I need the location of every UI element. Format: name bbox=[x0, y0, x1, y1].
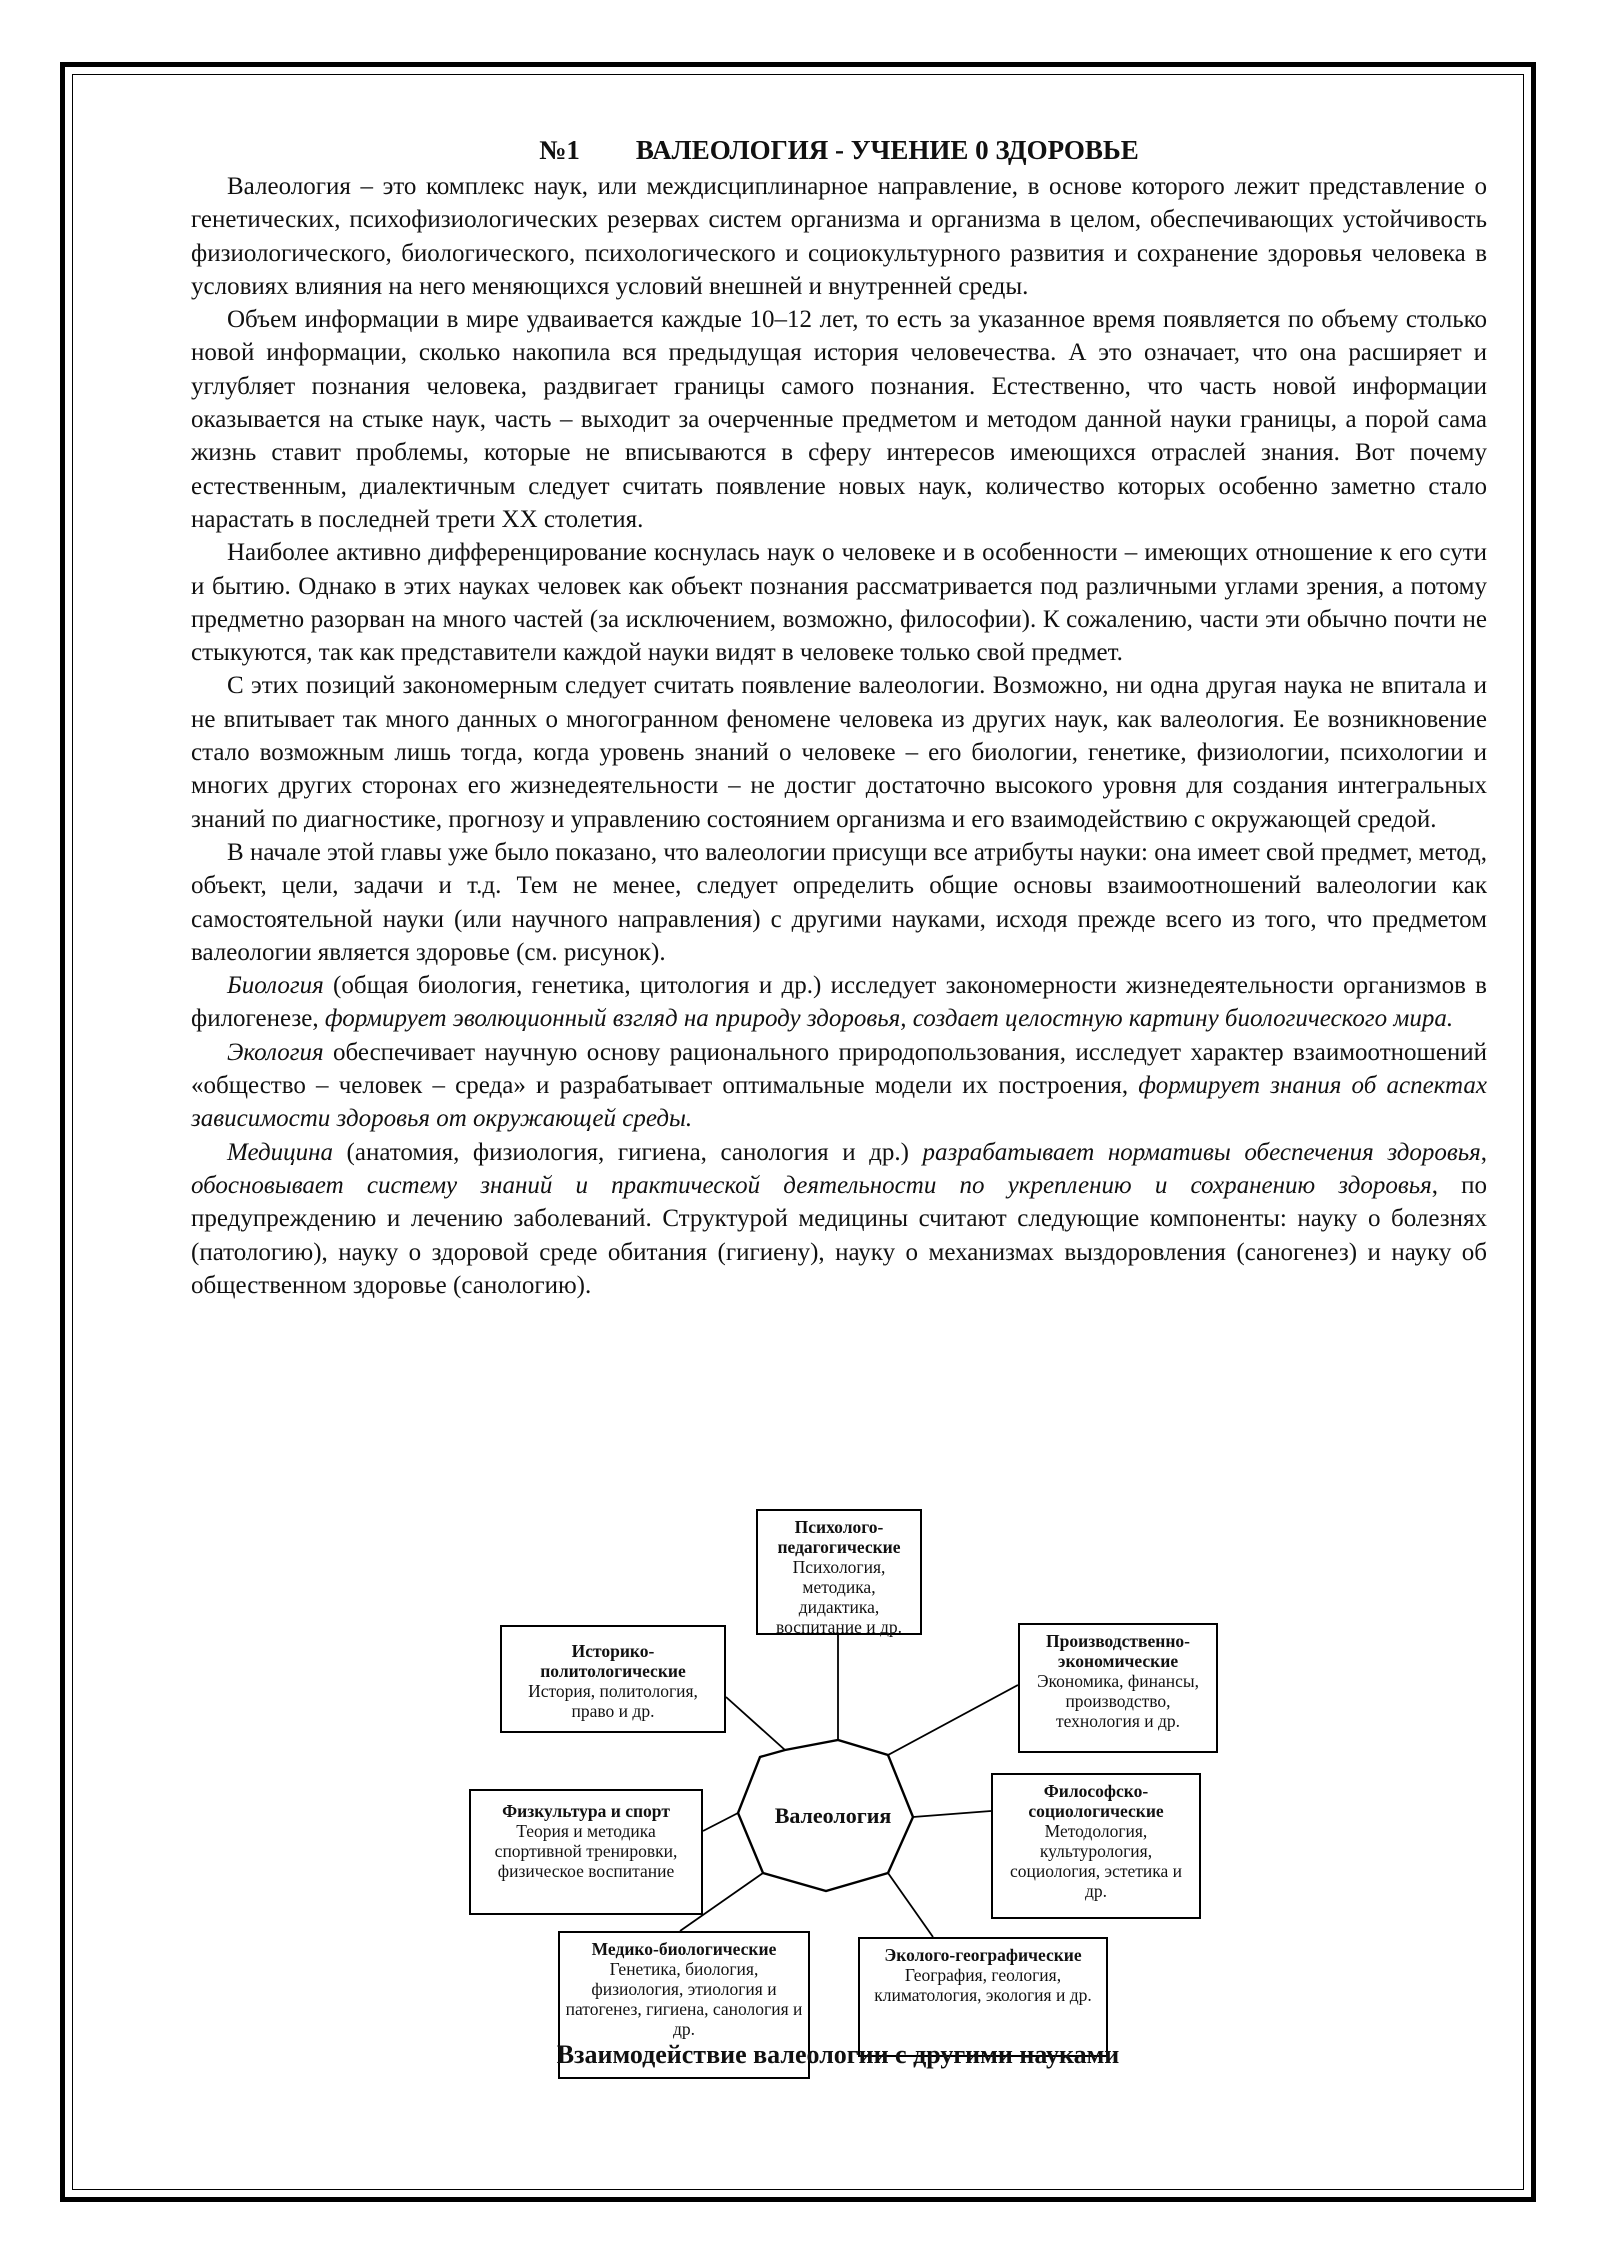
box-med-head: Медико-биологические bbox=[591, 1939, 777, 1959]
connector-phil bbox=[913, 1811, 991, 1817]
document-body bbox=[191, 133, 1487, 1302]
medicine-emphasis-2: обосновывает систему знаний и практической деятельности по укреплению и сохранению здоровья bbox=[191, 1171, 1432, 1199]
box-prod-head: Производственно-экономические bbox=[1046, 1631, 1190, 1671]
box-phil-head: Философско-социологические bbox=[1028, 1781, 1164, 1821]
connector-prod bbox=[888, 1685, 1018, 1755]
paragraph-1: Валеология – это комплекс наук, или междисциплинарное направление, в основе которого лежит представление о генетических, психофизиологических резервах систем организма и организма в целом, обеспечивающих устойчивость физиологического, биологического, психологического и социокультурного развития и сохранение здоровья человека в условиях влияния на него меняющихся условий внешней и внутренней среды. bbox=[191, 173, 1487, 300]
term-ecology: Экология bbox=[227, 1038, 324, 1066]
paragraph-2: Объем информации в мире удваивается каждые 10–12 лет, то есть за указанное время появляется по объему столько новой информации, сколько накопила вся предыдущая история человечества. А это означает, что она расширяет и углубляет познания человека, раздвигает границы самого познания. Естественно, что часть новой информации оказывается на стыке наук, часть – выходит за очерченные предметом и методом данной науки границы, а порой сама жизнь ставит проблемы, которые не вписываются в сферу интересов имеющихся отраслей знания. Вот почему естественным, диалектичным следует считать появление новых наук, количество которых особенно заметно стало нарастать в последней трети XX столетия. bbox=[191, 306, 1487, 533]
center-label: Валеология bbox=[774, 1803, 892, 1828]
box-psych-head: Психолого-педагогические bbox=[777, 1517, 901, 1557]
paragraph-4: С этих позиций закономерным следует считать появление валеологии. Возможно, ни одна другая наука не впитала и не впитывает так много данных о многогранном феномене человека из других наук, как валеология. Ее возникновение стало возможным лишь тогда, когда уровень знаний о человеке – его биологии, генетике, физиологии, психологии и многих других сторонах его жизнедеятельности – не достиг достаточно высокого уровня для создания интегральных знаний по диагностике, прогнозу и управлению состоянием организма и его взаимодействию с окружающей средой. bbox=[191, 672, 1487, 833]
ecology-emphasis: формирует знания об аспектах зависимости здоровья от окружающей среды. bbox=[191, 1072, 1488, 1133]
paragraph-3: Наиболее активно дифференцирование коснулась наук о человеке и в особенности – имеющих отношение к его сути и бытию. Однако в этих науках человек как объект познания рассматривается под различными углами зрения, а потому предметно разорван на много частей (за исключением, возможно, философии). К сожалению, части эти обычно почти не стыкуются, так как представители каждой науки видят в человеке только свой предмет. bbox=[191, 539, 1487, 667]
medicine-emphasis-1: разрабатывает нормативы обеспечения здоровья bbox=[922, 1138, 1481, 1166]
box-med-body: Генетика, биология, физиология, этиология и патогенез, гигиена, санология и др. bbox=[565, 1959, 803, 2039]
box-hist-body: История, политология, право и др. bbox=[528, 1681, 698, 1721]
biology-emphasis: формирует эволюционный взгляд на природу здоровья, создает целостную картину биологического мира. bbox=[324, 1005, 1454, 1033]
title-number: №1 bbox=[539, 135, 580, 165]
box-phil-body: Методология, культурология, социология, эстетика и др. bbox=[1009, 1821, 1183, 1901]
box-hist-head: Историко-политологические bbox=[540, 1641, 686, 1681]
box-prod bbox=[1018, 1623, 1218, 1753]
term-medicine: Медицина bbox=[227, 1138, 333, 1166]
box-sport-head: Физкультура и спорт bbox=[502, 1801, 670, 1821]
biology-text: (общая биология, генетика, цитология и др.) исследует закономерности жизнедеятельности организмов в филогенезе, bbox=[191, 972, 1487, 1033]
box-psych-body: Психология, методика, дидактика, воспитание и др. bbox=[775, 1557, 903, 1637]
connector-sport bbox=[703, 1813, 738, 1831]
paragraph-ecology bbox=[191, 1036, 1487, 1136]
box-hist bbox=[500, 1625, 726, 1733]
ecology-text: обеспечивает научную основу рационального природопользования, исследует характер взаимоотношений «общество – человек – среда» и разрабатывает оптимальные модели их построения, bbox=[191, 1038, 1487, 1100]
connector-hist bbox=[726, 1697, 785, 1750]
term-biology: Биология bbox=[227, 972, 324, 1000]
page-title bbox=[191, 133, 1487, 167]
box-eco bbox=[858, 1937, 1108, 2057]
box-psych bbox=[756, 1509, 922, 1635]
box-sport bbox=[469, 1789, 703, 1915]
medicine-text-3: , по предупреждению и лечению заболеваний. Структурой медицины считают следующие компоненты: науку о болезнях (патологию), науку о здоровой среде обитания (гигиену), науку о механизмах выздоровления (саногенез) и науку об общественном здоровье (санологию). bbox=[191, 1171, 1487, 1299]
paragraph-biology bbox=[191, 969, 1487, 1036]
paragraph-medicine bbox=[191, 1136, 1487, 1302]
medicine-text-1: (анатомия, физиология, гигиена, санология и др.) bbox=[333, 1138, 923, 1166]
box-prod-body: Экономика, финансы, производство, технология и др. bbox=[1037, 1671, 1199, 1731]
connector-eco bbox=[888, 1873, 933, 1937]
figure-caption: Взаимодействие валеологии с другими науками bbox=[556, 2040, 1120, 2069]
box-eco-head: Эколого-географические bbox=[884, 1945, 1082, 1965]
valeology-diagram bbox=[458, 1507, 1218, 2077]
medicine-text-2: , bbox=[1480, 1138, 1488, 1166]
box-eco-body: География, геология, климатология, экология и др. bbox=[874, 1965, 1092, 2005]
title-text: ВАЛЕОЛОГИЯ - УЧЕНИЕ 0 ЗДОРОВЬЕ bbox=[635, 135, 1139, 165]
box-phil bbox=[991, 1773, 1201, 1919]
paragraph-5: В начале этой главы уже было показано, что валеологии присущи все атрибуты науки: она имеет свой предмет, метод, объект, цели, задачи и т.д. Тем не менее, следует определить общие основы взаимоотношений валеологии как самостоятельной науки (или научного направления) с другими науками, исходя прежде всего из того, что предметом валеологии является здоровье (см. рисунок). bbox=[191, 838, 1487, 966]
box-sport-body: Теория и методика спортивной тренировки, физическое воспитание bbox=[494, 1821, 678, 1881]
